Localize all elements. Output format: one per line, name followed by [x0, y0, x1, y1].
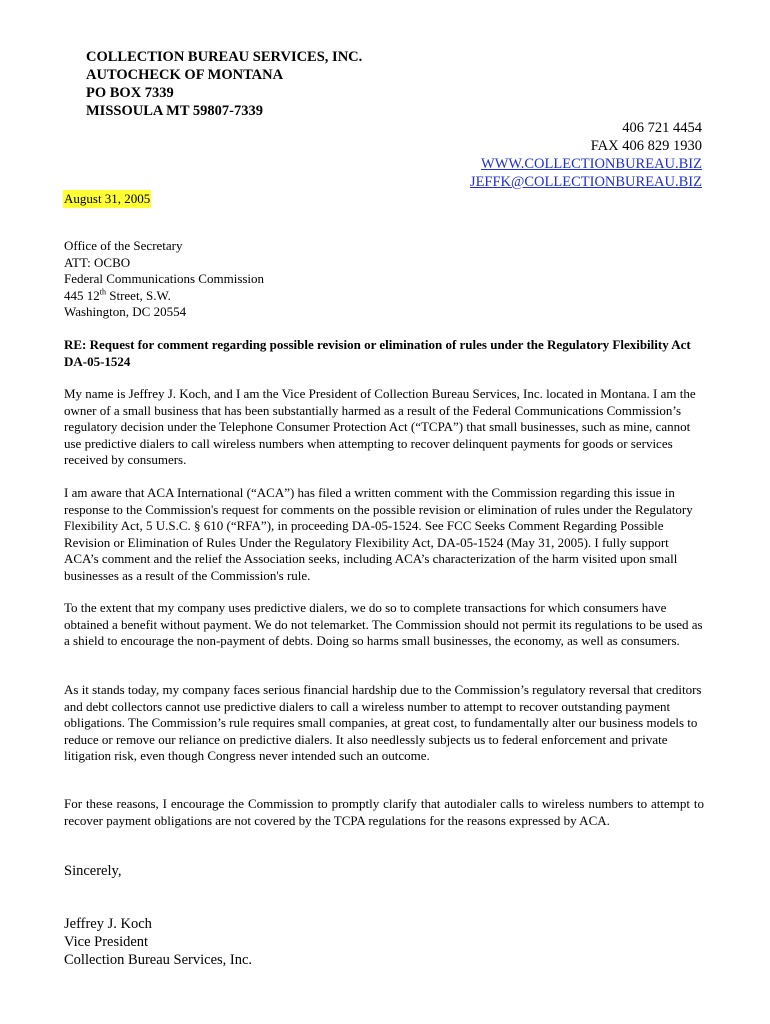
recipient-city: Washington, DC 20554 — [64, 304, 187, 319]
website-link[interactable]: WWW.COLLECTIONBUREAU.BIZ — [481, 156, 702, 172]
contact-block — [470, 119, 702, 191]
closing-salutation: Sincerely, — [64, 863, 122, 879]
signer-name: Jeffrey J. Koch — [64, 916, 152, 932]
body-paragraph-3: To the extent that my company uses predictive dialers, we do so to complete transactions for which consumers have obtained a benefit without payment. We do not telemarket. The Commission should not permit its regulations to be used as a shield to encourage the non-payment of debts. Doing so harms small businesses, the economy, as well as consumers. — [64, 600, 703, 648]
body-paragraph-1: My name is Jeffrey J. Koch, and I am the Vice President of Collection Bureau Services, Inc. located in Montana. I am the owner of a small business that has been substantially harmed as a result of the Federal Communications Commission’s regulatory decision under the Telephone Consumer Protection Act (“TCPA”) that small businesses, such as mine, cannot use predictive dialers to call wireless numbers when attempting to recover delinquent payments for goods or services received by consumers. — [64, 386, 696, 467]
recipient-street: 445 12th Street, S.W. — [64, 287, 171, 303]
email-link[interactable]: JEFFK@COLLECTIONBUREAU.BIZ — [469, 174, 702, 190]
company-name: COLLECTION BUREAU SERVICES, INC. — [86, 49, 363, 65]
recipient-organization: Federal Communications Commission — [64, 271, 265, 286]
company-city-zip: MISSOULA MT 59807-7339 — [86, 103, 263, 119]
recipient-office: Office of the Secretary — [64, 238, 183, 253]
recipient-attention: ATT: OCBO — [64, 254, 131, 270]
signature-block — [64, 915, 252, 969]
body-paragraph-2: I am aware that ACA International (“ACA”) has filed a written comment with the Commission regarding this issue in response to the Commission's request for comments on the possible revision or elimination of rules under the Regulatory Flexibility Act, 5 U.S.C. § 610 (“RFA”), in proceeding DA-05-1524. See FCC Seeks Comment Regarding Possible Revision or Elimination of Rules Under the Regulatory Flexibility Act, DA-05-1524 (May 31, 2005). I fully support ACA’s comment and the relief the Association seeks, including ACA’s characterization of the harm visited upon small businesses as a result of the Commission's rule. — [64, 485, 693, 583]
body-paragraph-4: As it stands today, my company faces serious financial hardship due to the Commission’s regulatory reversal that creditors and debt collectors cannot use predictive dialers to call a wireless number to attempt to recover outstanding payment obligations. The Commission’s rule requires small companies, at great cost, to fundamentally alter our business models to reduce or remove our reliance on predictive dialers. It also needlessly subjects us to federal enforcement and private litigation risk, even though Congress never intended such an outcome. — [64, 682, 702, 763]
company-po-box: PO BOX 7339 — [86, 85, 174, 101]
letterhead — [86, 48, 362, 120]
phone-number: 406 721 4454 — [622, 120, 702, 136]
signer-title: Vice President — [64, 934, 149, 950]
body-paragraph-5: For these reasons, I encourage the Commission to promptly clarify that autodialer calls to wireless numbers to attempt to recover payment obligations are not covered by the TCPA regulations for the reasons expressed by ACA. — [64, 796, 704, 828]
fax-number: FAX 406 829 1930 — [590, 138, 702, 154]
company-division: AUTOCHECK OF MONTANA — [86, 67, 284, 83]
recipient-address — [64, 238, 264, 321]
signer-company: Collection Bureau Services, Inc. — [64, 952, 253, 968]
letter-date: August 31, 2005 — [64, 191, 151, 206]
subject-line: RE: Request for comment regarding possible revision or elimination of rules under the Regulatory Flexibility Act DA-05-1524 — [64, 337, 691, 369]
